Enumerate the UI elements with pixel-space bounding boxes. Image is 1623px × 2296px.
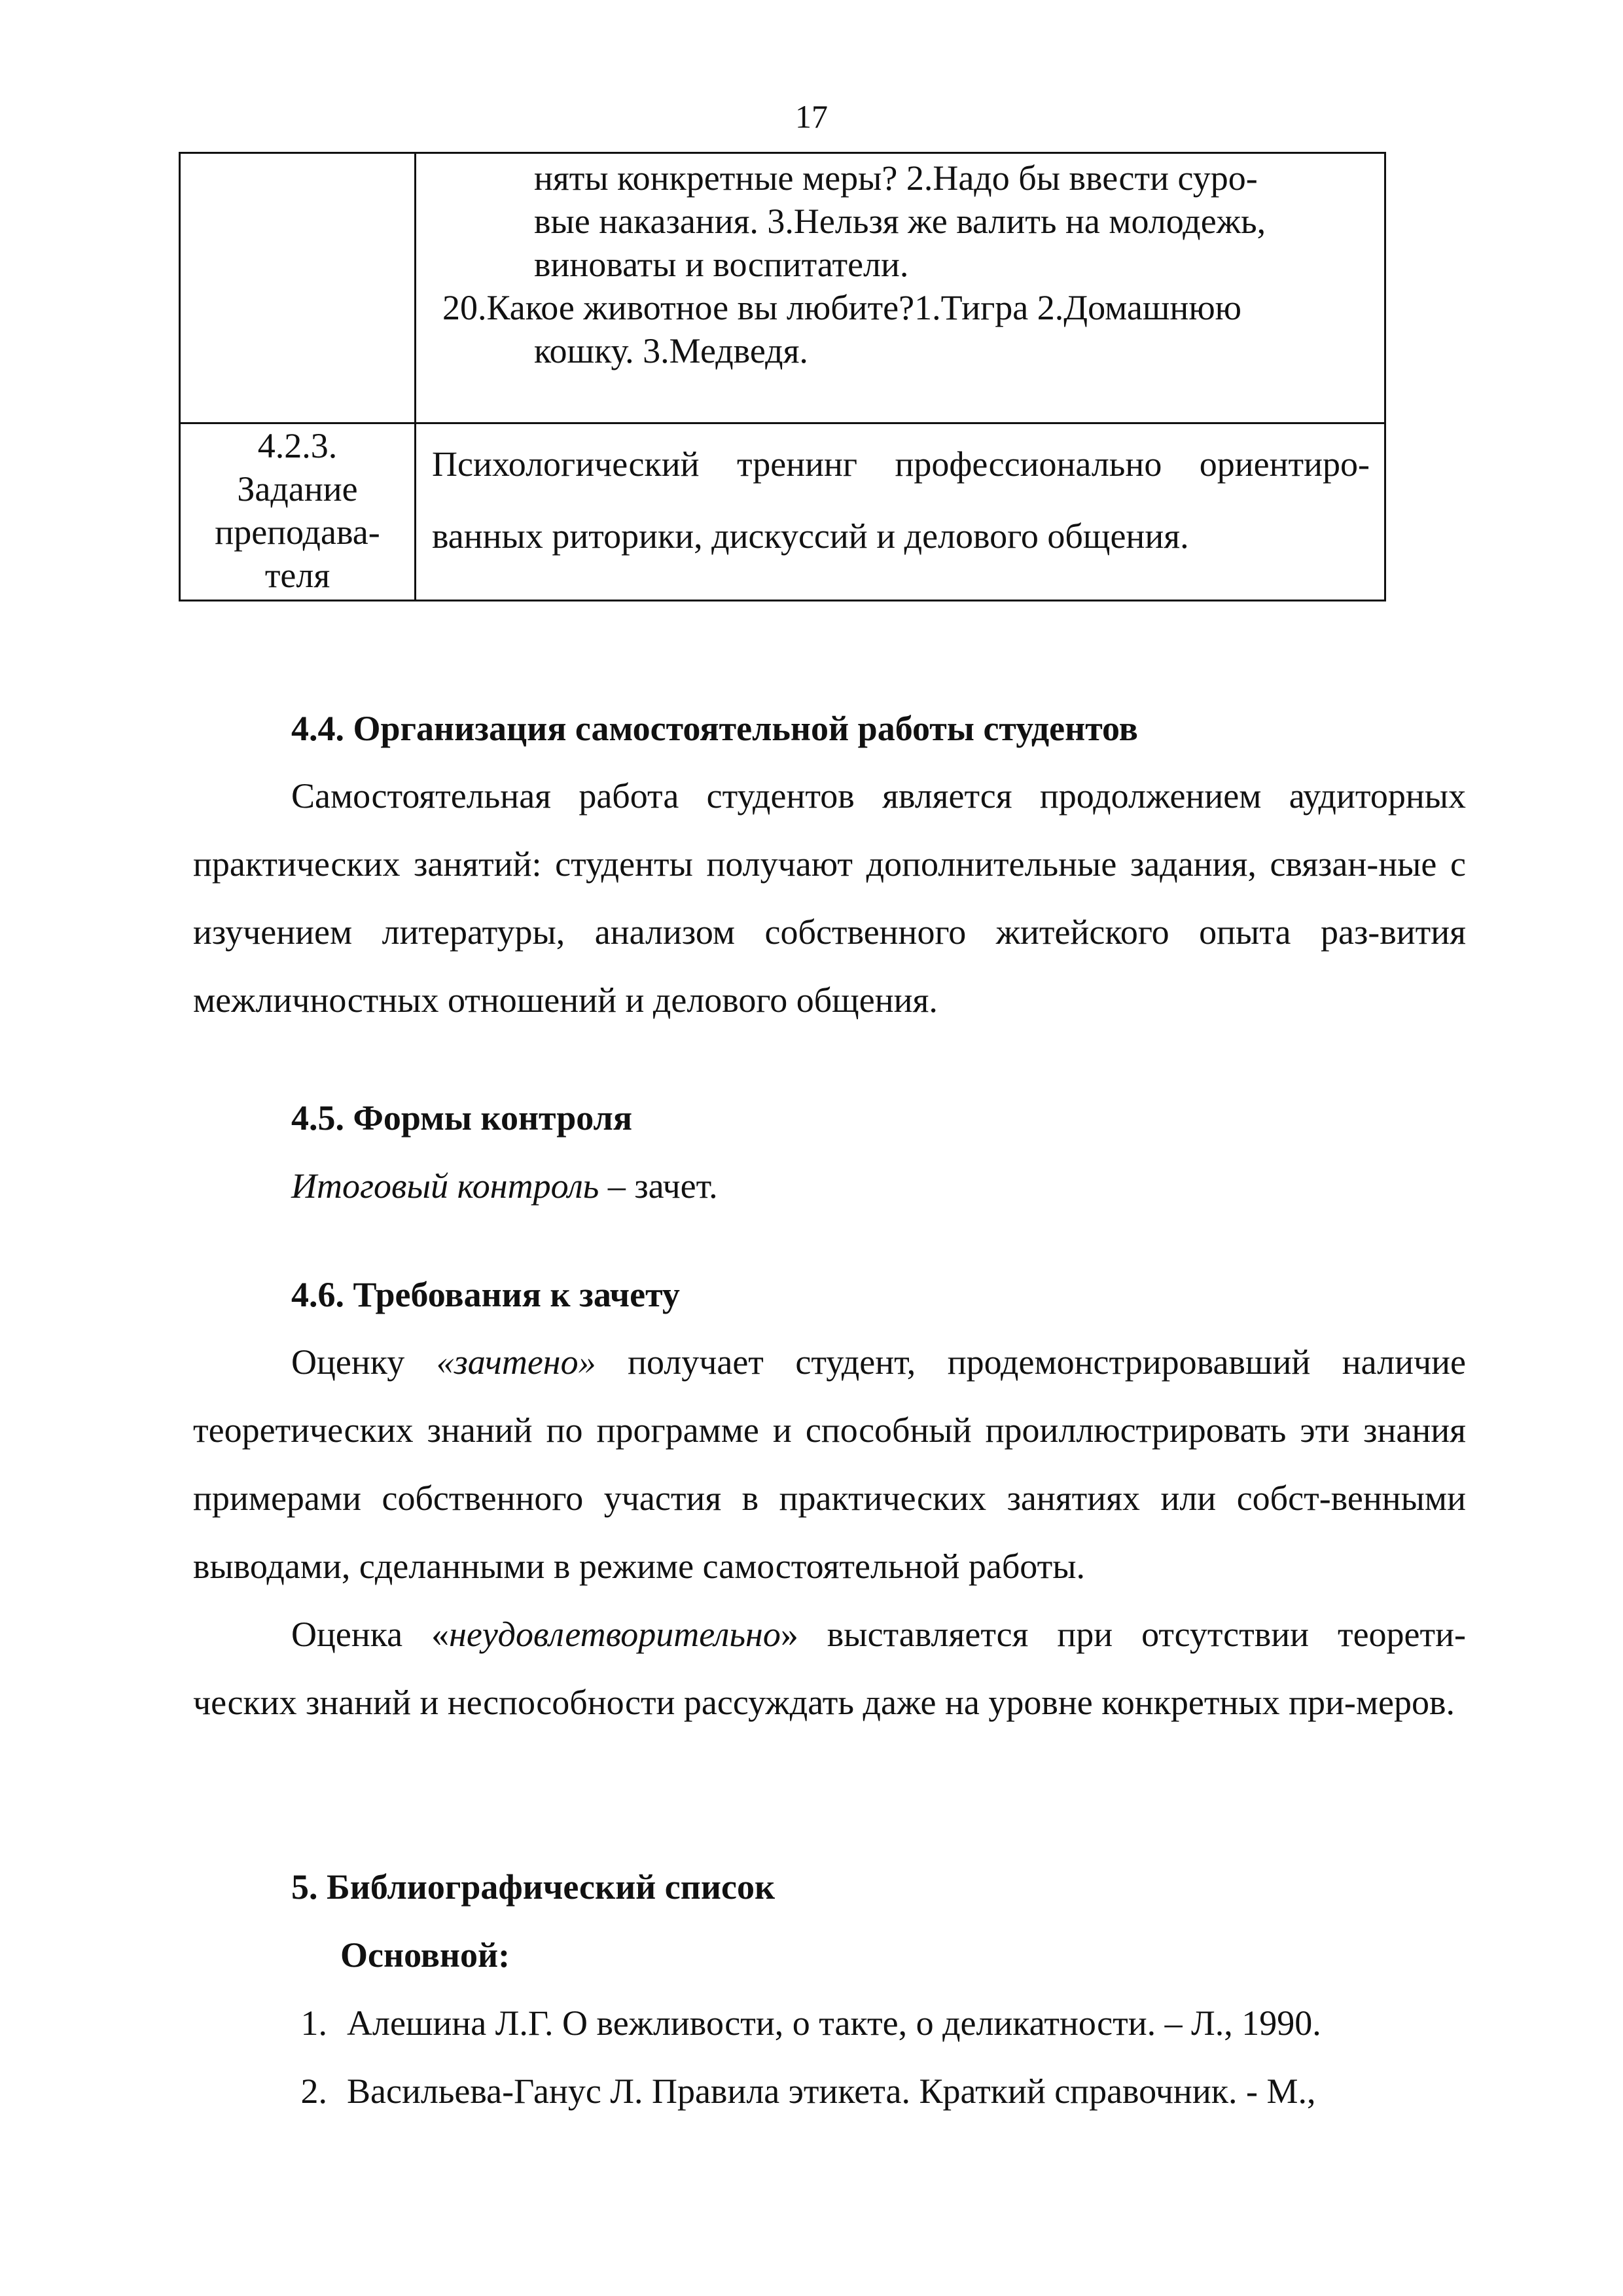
list-item — [193, 2070, 1466, 2113]
text-run: Оценка « — [291, 1615, 450, 1654]
list-text: Васильева-Ганус Л. Правила этикета. Краткий справочник. - М., — [347, 2072, 1316, 2111]
section-heading: 5. Библиографический список — [291, 1867, 776, 1907]
subheading: Основной: — [340, 1935, 510, 1975]
page-number: 17 — [795, 98, 828, 135]
section-4-6 — [193, 1273, 1466, 1736]
paragraph — [193, 1600, 1466, 1736]
text-line: теля — [264, 556, 330, 595]
italic-term: «зачтено» — [436, 1342, 596, 1382]
table-cell-empty — [180, 153, 416, 423]
table-row — [180, 423, 1385, 601]
text-run: получает студент, продемонстрировавший наличие теоретических знаний по программе и способный проиллюстрировать эти знания примерами собственного участия в практических занятиях или собст-венными выводами, сделанными в режиме самостоятельной работы. — [193, 1342, 1466, 1586]
text-line: виноваты и воспитатели. — [534, 245, 909, 284]
paragraph: Самостоятельная работа студентов является продолжением аудиторных практических занятий: студенты получают дополнительные задания, связан-ные с изучением литературы, анализом собственного житейского опыта раз-вития межличностных отношений и делового общения. — [193, 776, 1466, 1020]
question-20 — [416, 286, 1384, 372]
text-line: Задание — [237, 469, 358, 509]
list-text: Алешина Л.Г. О вежливости, о такте, о деликатности. – Л., 1990. — [347, 2003, 1321, 2043]
text-run: – зачет. — [599, 1166, 718, 1206]
text-line: преподава- — [215, 512, 380, 552]
table-row — [180, 153, 1385, 423]
section-heading: 4.4. Организация самостоятельной работы студентов — [291, 709, 1138, 748]
list-number: 1. — [300, 2003, 327, 2043]
task-description: Психологический тренинг профессионально ориентиро-ванных риторики, дискуссий и делового общения. — [432, 444, 1370, 556]
section-4-4 — [193, 707, 1466, 1034]
italic-term: неудовлетворительно — [449, 1615, 781, 1654]
task-table — [179, 152, 1386, 601]
paragraph — [193, 1164, 1466, 1208]
question-20-line1: 20.Какое животное вы любите?1.Тигра 2.Домашнюю — [442, 288, 1242, 327]
text-line: 4.2.3. — [257, 426, 338, 465]
text-line: няты конкретные меры? 2.Надо бы ввести суро- — [534, 158, 1258, 198]
list-item — [193, 2001, 1466, 2045]
section-heading: 4.5. Формы контроля — [291, 1098, 633, 1138]
text-run: Оценку — [291, 1342, 437, 1382]
table-cell-section-label — [180, 423, 416, 601]
section-5 — [193, 1865, 1466, 2113]
table-cell-questions — [416, 153, 1385, 423]
list-number: 2. — [300, 2072, 327, 2111]
text-line: вые наказания. 3.Нельзя же валить на молодежь, — [534, 202, 1266, 241]
paragraph — [193, 1328, 1466, 1600]
bibliography-list — [193, 2001, 1466, 2113]
table-cell-task — [416, 423, 1385, 601]
italic-term: Итоговый контроль — [291, 1166, 599, 1206]
section-heading: 4.6. Требования к зачету — [291, 1275, 680, 1314]
section-4-5 — [193, 1096, 1466, 1208]
question-19-options — [416, 154, 1384, 286]
question-20-line2: кошку. 3.Медведя. — [534, 331, 808, 370]
text-run: » выставляется при отсутствии теорети-ческих знаний и неспособности рассуждать даже на уровне конкретных при-меров. — [193, 1615, 1466, 1722]
